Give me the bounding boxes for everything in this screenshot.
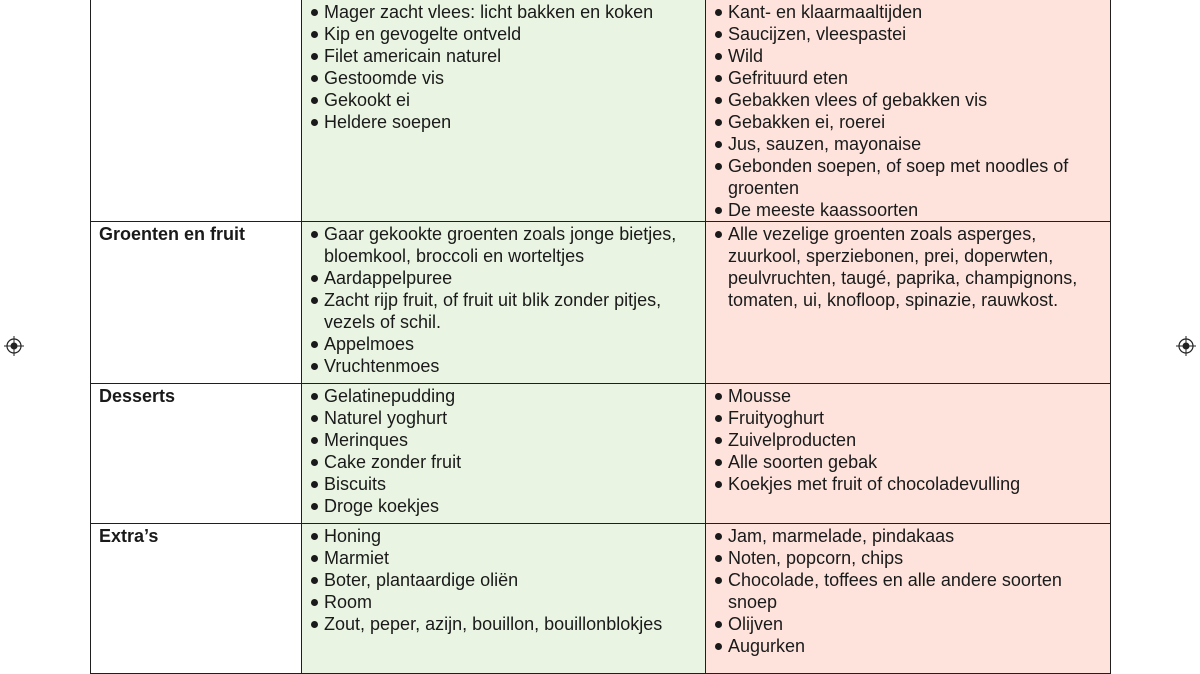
- list-item: Gekookt ei: [310, 89, 697, 111]
- list-item: Zuivelproducten: [714, 429, 1102, 451]
- avoid-cell: [706, 222, 1111, 384]
- category-cell: Groenten en fruit: [91, 222, 302, 384]
- registration-mark-icon: [4, 336, 24, 356]
- allowed-list: [310, 1, 697, 133]
- list-item: Honing: [310, 525, 697, 547]
- list-item: Saucijzen, vleespastei: [714, 23, 1102, 45]
- avoid-cell: [706, 384, 1111, 524]
- list-item: Kip en gevogelte ontveld: [310, 23, 697, 45]
- list-item: Gelatinepudding: [310, 385, 697, 407]
- list-item: Heldere soepen: [310, 111, 697, 133]
- list-item: Appelmoes: [310, 333, 697, 355]
- list-item: Wild: [714, 45, 1102, 67]
- list-item: Mager zacht vlees: licht bakken en koken: [310, 1, 697, 23]
- list-item: Gestoomde vis: [310, 67, 697, 89]
- avoid-list: [714, 525, 1102, 657]
- allowed-list: [310, 525, 697, 635]
- list-item: Gebakken vlees of gebakken vis: [714, 89, 1102, 111]
- table-row: [91, 222, 1111, 384]
- list-item: Aardappelpuree: [310, 267, 697, 289]
- table-row: [91, 0, 1111, 222]
- allowed-cell: [302, 0, 706, 222]
- list-item: Gebakken ei, roerei: [714, 111, 1102, 133]
- list-item: Olijven: [714, 613, 1102, 635]
- list-item: Gaar gekookte groenten zoals jonge bietjes, bloemkool, broccoli en worteltjes: [310, 223, 697, 267]
- allowed-cell: [302, 222, 706, 384]
- avoid-list: [714, 223, 1102, 311]
- category-cell: Extra’s: [91, 524, 302, 674]
- list-item: Fruityoghurt: [714, 407, 1102, 429]
- diet-table: [90, 0, 1111, 674]
- list-item: Marmiet: [310, 547, 697, 569]
- list-item: Koekjes met fruit of chocoladevulling: [714, 473, 1102, 495]
- list-item: Gebonden soepen, of soep met noodles of groenten: [714, 155, 1102, 199]
- registration-mark-icon: [1176, 336, 1196, 356]
- list-item: Alle soorten gebak: [714, 451, 1102, 473]
- list-item: Merinques: [310, 429, 697, 451]
- list-item: Mousse: [714, 385, 1102, 407]
- list-item: De meeste kaassoorten: [714, 199, 1102, 221]
- list-item: Zacht rijp fruit, of fruit uit blik zonder pitjes, vezels of schil.: [310, 289, 697, 333]
- avoid-list: [714, 1, 1102, 221]
- category-cell: Desserts: [91, 384, 302, 524]
- allowed-cell: [302, 384, 706, 524]
- allowed-list: [310, 223, 697, 377]
- list-item: Biscuits: [310, 473, 697, 495]
- avoid-cell: [706, 0, 1111, 222]
- list-item: Zout, peper, azijn, bouillon, bouillonblokjes: [310, 613, 697, 635]
- list-item: Boter, plantaardige oliën: [310, 569, 697, 591]
- list-item: Augurken: [714, 635, 1102, 657]
- allowed-cell: [302, 524, 706, 674]
- table-row: [91, 384, 1111, 524]
- list-item: Noten, popcorn, chips: [714, 547, 1102, 569]
- list-item: Alle vezelige groenten zoals asperges, zuurkool, sperziebonen, prei, doperwten, peulvruchten, taugé, paprika, champignons, tomaten, ui, knofloop, spinazie, rauwkost.: [714, 223, 1102, 311]
- list-item: Chocolade, toffees en alle andere soorten snoep: [714, 569, 1102, 613]
- avoid-list: [714, 385, 1102, 495]
- list-item: Room: [310, 591, 697, 613]
- list-item: Vruchtenmoes: [310, 355, 697, 377]
- allowed-list: [310, 385, 697, 517]
- list-item: Cake zonder fruit: [310, 451, 697, 473]
- list-item: Droge koekjes: [310, 495, 697, 517]
- table-row: [91, 524, 1111, 674]
- avoid-cell: [706, 524, 1111, 674]
- list-item: Jus, sauzen, mayonaise: [714, 133, 1102, 155]
- list-item: Kant- en klaarmaaltijden: [714, 1, 1102, 23]
- list-item: Gefrituurd eten: [714, 67, 1102, 89]
- list-item: Jam, marmelade, pindakaas: [714, 525, 1102, 547]
- list-item: Naturel yoghurt: [310, 407, 697, 429]
- category-cell: [91, 0, 302, 222]
- list-item: Filet americain naturel: [310, 45, 697, 67]
